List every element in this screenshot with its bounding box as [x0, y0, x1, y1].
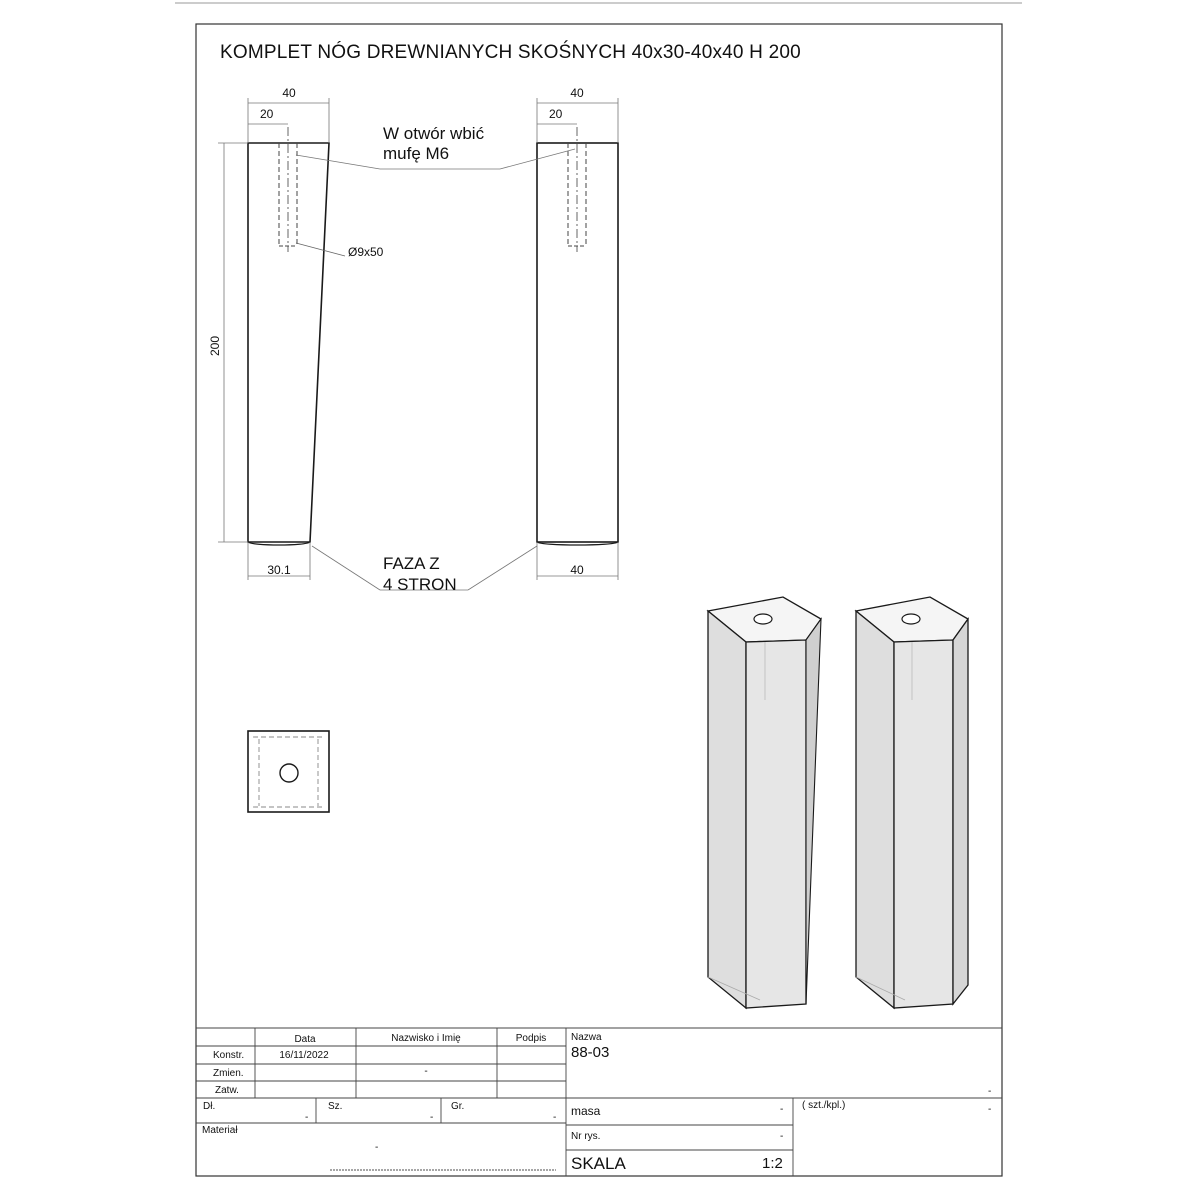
- tb-sz: Sz.: [328, 1101, 343, 1112]
- dim-right-top-width: 40: [570, 86, 584, 100]
- dim-left-top-width: 40: [282, 86, 296, 100]
- left-leg-outline: [248, 143, 329, 542]
- tb-material-val: -: [375, 1142, 379, 1153]
- tb-col-sign: Podpis: [515, 1033, 547, 1044]
- dim-right-bottom-width: 40: [570, 563, 584, 577]
- dim-right-hole-offset: 20: [549, 107, 563, 121]
- tb-gr-val: -: [553, 1112, 557, 1123]
- tb-row-zatw: Zatw.: [215, 1085, 239, 1096]
- tb-gr: Gr.: [451, 1101, 465, 1112]
- tb-skala-val: 1:2: [762, 1155, 783, 1172]
- iso-leg-tapered: [708, 597, 821, 1008]
- note-chamfer-line2: 4 STRON: [383, 575, 457, 594]
- tb-dl-val: -: [305, 1112, 309, 1123]
- iso-leg-straight: [856, 597, 968, 1008]
- drawing-title: KOMPLET NÓG DREWNIANYCH SKOŚNYCH 40x30-40x40 H 200: [220, 42, 801, 63]
- right-leg-side-view: [537, 98, 618, 580]
- tb-masa-val: -: [780, 1104, 784, 1115]
- tb-row-konstr: Konstr.: [213, 1050, 245, 1061]
- tb-zmien-val: -: [424, 1066, 428, 1077]
- top-view: [248, 731, 329, 812]
- tb-nr-rys-val: -: [780, 1131, 784, 1142]
- tb-skala: SKALA: [571, 1154, 626, 1173]
- dim-left-hole-offset: 20: [260, 107, 274, 121]
- tb-masa: masa: [571, 1104, 601, 1118]
- tb-nazwa-label: Nazwa: [571, 1032, 602, 1043]
- top-view-hole: [280, 764, 298, 782]
- tb-row-zmien: Zmien.: [213, 1068, 244, 1079]
- tb-szt-val: -: [988, 1104, 992, 1115]
- tb-dl: Dł.: [203, 1101, 216, 1112]
- note-insert-line2: mufę M6: [383, 144, 450, 163]
- tb-konstr-date: 16/11/2022: [279, 1050, 329, 1061]
- dim-hole-spec: Ø9x50: [348, 245, 384, 259]
- tb-szt-kpl: ( szt./kpl.): [802, 1100, 846, 1111]
- tb-nazwa-value: 88-03: [571, 1044, 610, 1061]
- note-leaders: [296, 149, 575, 590]
- left-leg-front-view: [218, 98, 345, 580]
- note-insert-line1: W otwór wbić: [383, 124, 485, 143]
- tb-material: Materiał: [202, 1125, 238, 1136]
- tb-nazwa-dash: -: [988, 1086, 992, 1097]
- tb-nr-rys: Nr rys.: [571, 1131, 601, 1142]
- right-leg-outline: [537, 143, 618, 542]
- tb-col-data: Data: [294, 1034, 316, 1045]
- tb-col-name: Nazwisko i Imię: [391, 1033, 461, 1044]
- dim-left-bottom-width: 30.1: [267, 563, 291, 577]
- note-chamfer-line1: FAZA Z: [383, 554, 440, 573]
- tb-sz-val: -: [430, 1112, 434, 1123]
- dim-height: 200: [208, 335, 222, 356]
